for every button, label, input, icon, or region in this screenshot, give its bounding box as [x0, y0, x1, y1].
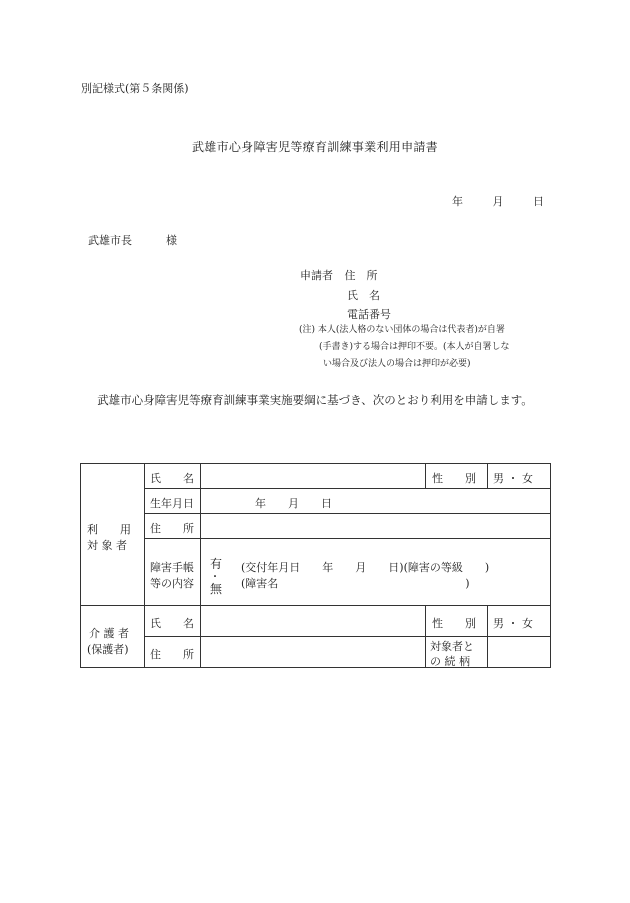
name-input[interactable] [200, 463, 426, 489]
address-input[interactable] [200, 513, 551, 539]
gender-label: 性 別 [432, 472, 476, 485]
date-day: 日 [533, 195, 544, 208]
cg-gender-value: 男 ・ 女 [493, 617, 533, 630]
date-month: 月 [492, 195, 504, 208]
disability-name-text: (障害名 ) [241, 577, 470, 590]
disability-label-line2: 等の内容 [150, 577, 194, 590]
application-statement: 武雄市心身障害児等療育訓練事業実施要綱に基づき、次のとおり利用を申請します。 [97, 393, 533, 407]
applicant-name-label: 氏 名 [347, 289, 380, 302]
dob-input[interactable] [200, 488, 551, 514]
name-label-cell [144, 463, 201, 489]
note-line-1: (注) 本人(法人格のない団体の場合は代表者)が自署 [299, 325, 505, 335]
disability-label-cell [144, 538, 201, 606]
user-section-line1: 利 用 [87, 523, 131, 536]
note-line-3: い場合及び法人の場合は押印が必要) [323, 359, 471, 369]
cg-name-label-cell [144, 605, 201, 637]
option-separator: ・ [210, 572, 220, 583]
disability-content-cell[interactable] [200, 538, 551, 606]
addressee-honorific: 様 [166, 234, 177, 247]
cg-gender-select[interactable] [487, 605, 551, 637]
date-line [452, 193, 544, 209]
cg-address-label: 住 所 [150, 648, 194, 661]
dob-value: 年 月 日 [255, 497, 332, 510]
cg-address-input[interactable] [200, 636, 426, 668]
applicant-phone-label: 電話番号 [347, 308, 391, 321]
cg-name-label: 氏 名 [150, 617, 194, 630]
relation-label-cell [425, 636, 488, 668]
cg-name-input[interactable] [200, 605, 426, 637]
cg-address-label-cell [144, 636, 201, 668]
cg-gender-label: 性 別 [432, 617, 476, 630]
dob-label: 生年月日 [150, 497, 194, 510]
has-option[interactable]: 有 [210, 557, 223, 571]
applicant-address-row [300, 267, 378, 283]
addressee-name: 武雄市長 [88, 234, 132, 247]
relation-label-line2: の 続 柄 [430, 655, 470, 668]
date-year: 年 [452, 195, 463, 208]
none-option[interactable]: 無 [210, 582, 223, 596]
relation-input[interactable] [487, 636, 551, 668]
gender-select[interactable] [487, 463, 551, 489]
address-label: 住 所 [150, 522, 194, 535]
gender-label-cell [425, 463, 488, 489]
address-label-cell [144, 513, 201, 539]
seal-note [299, 322, 510, 373]
application-form-table [80, 463, 551, 668]
caregiver-section-line2: (保護者) [87, 643, 129, 656]
cg-gender-label-cell [425, 605, 488, 637]
relation-label-line1: 対象者と [430, 640, 474, 653]
note-line-2: (手書き)する場合は押印不要。(本人が自署しな [319, 342, 510, 352]
caregiver-section-line1: 介 護 者 [89, 627, 129, 640]
user-section-header [80, 463, 145, 606]
disability-label-line1: 障害手帳 [150, 561, 194, 574]
issue-date-grade-text: (交付年月日 年 月 日)(障害の等級 ) [241, 561, 490, 574]
caregiver-section-header [80, 605, 145, 668]
page-title: 武雄市心身障害児等療育訓練事業利用申請書 [191, 140, 438, 154]
name-label: 氏 名 [150, 472, 194, 485]
gender-value: 男 ・ 女 [493, 472, 533, 485]
addressee [88, 232, 177, 248]
dob-label-cell [144, 488, 201, 514]
applicant-address-label: 住 所 [344, 269, 378, 282]
applicant-label: 申請者 [300, 269, 333, 282]
user-section-line2: 対 象 者 [87, 539, 127, 552]
form-number: 別記様式(第５条関係) [81, 82, 189, 95]
